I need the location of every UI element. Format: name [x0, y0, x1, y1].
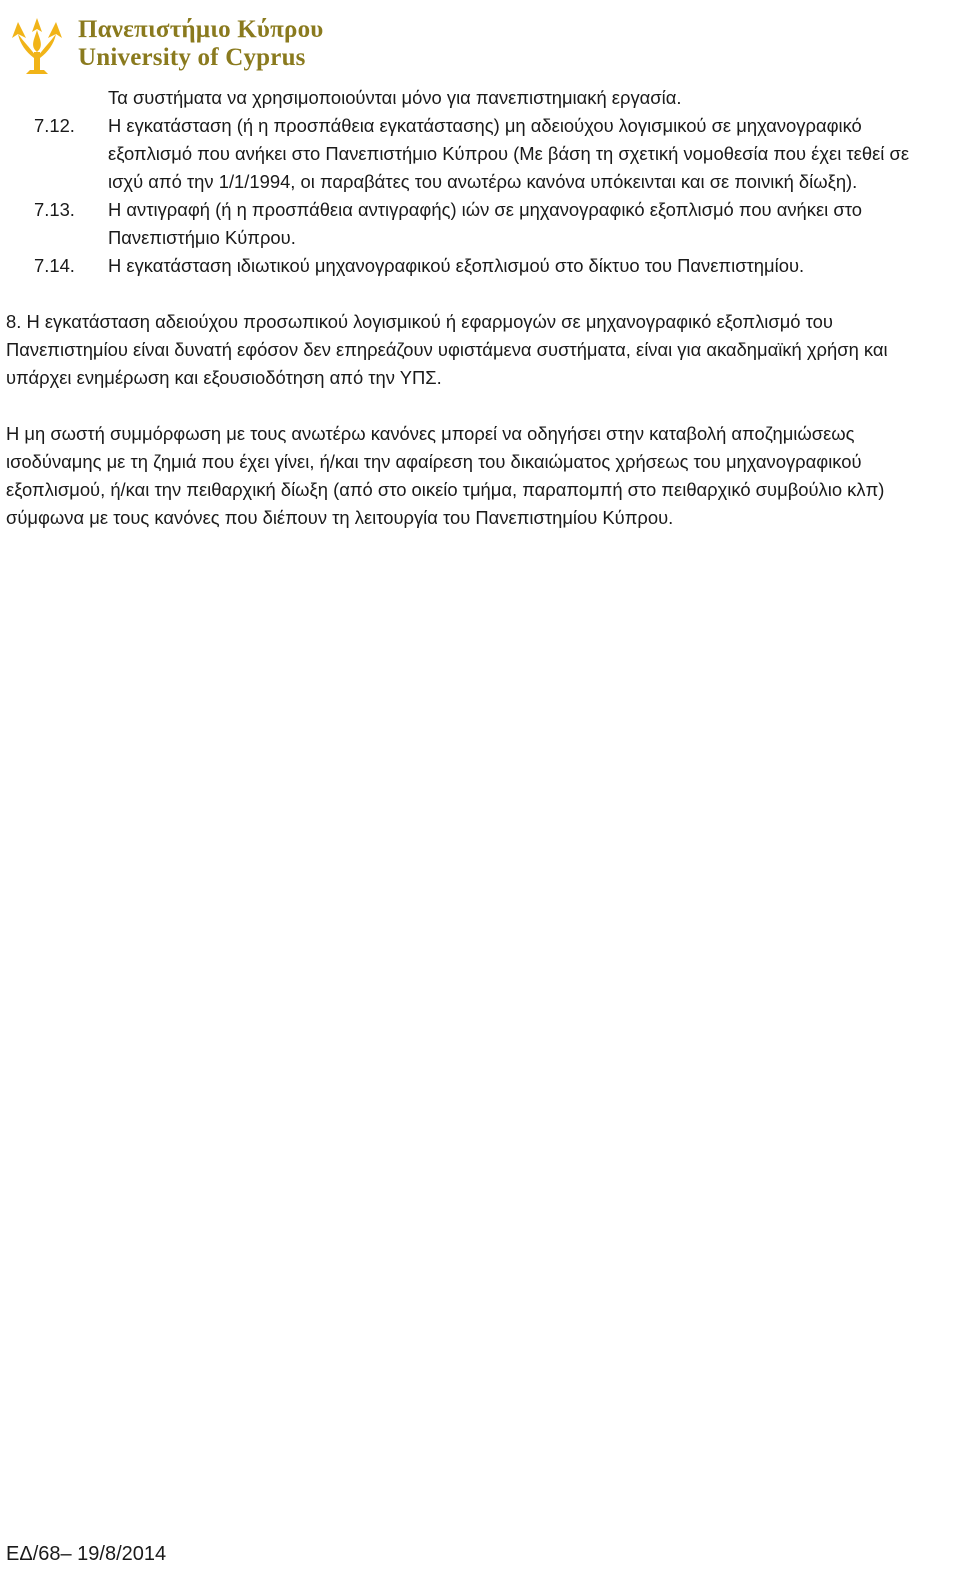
university-logo [6, 6, 332, 82]
document-body [0, 84, 960, 532]
item-number: 7.12. [34, 115, 75, 136]
cypress-tree-logo-icon [6, 12, 68, 76]
item-text: Η εγκατάσταση (ή η προσπάθεια εγκατάστασης) μη αδειούχου λογισμικού σε μηχανογραφικό εξοπλισμό που ανήκει στο Πανεπιστήμιο Κύπρου (Με βάση τη σχετική νομοθεσία που έχει τεθεί σε ισχύ από την 1/1/1994, οι παραβάτες του ανωτέρω κανόνα υπόκεινται και σε ποινική δίωξη). [108, 115, 910, 192]
list-item [0, 252, 960, 280]
logo-greek-name: Πανεπιστήμιο Κύπρου [78, 16, 324, 43]
logo-wordmark [78, 16, 323, 72]
list-item [0, 196, 960, 252]
item-number: 7.13. [34, 199, 75, 220]
item-text: Η αντιγραφή (ή η προσπάθεια αντιγραφής) ιών σε μηχανογραφικό εξοπλισμό που ανήκει στο Πανεπιστήμιο Κύπρου. [108, 199, 862, 248]
closing-paragraph: Η μη σωστή συμμόρφωση με τους ανωτέρω κανόνες μπορεί να οδηγήσει στην καταβολή αποζημιώσεως ισοδύναμης με τη ζημιά που έχει γίνει, ή/και την αφαίρεση του δικαιώματος χρήσεως του μηχανογραφικού εξοπλισμού, ή/και την πειθαρχική δίωξη (από στο οικείο τμήμα, παραπομπή στο πειθαρχικό συμβούλιο κλπ) σύμφωνα με τους κανόνες που διέπουν τη λειτουργία του Πανεπιστημίου Κύπρου. [6, 423, 885, 528]
logo-english-name: University of Cyprus [78, 44, 306, 71]
item-number: 7.14. [34, 255, 75, 276]
continuation-line: Τα συστήματα να χρησιμοποιούνται μόνο για πανεπιστημιακή εργασία. [108, 87, 682, 108]
list-item [0, 112, 960, 196]
item-text: Η εγκατάσταση ιδιωτικού μηχανογραφικού εξοπλισμού στο δίκτυο του Πανεπιστημίου. [108, 255, 805, 276]
paragraph-8: 8. Η εγκατάσταση αδειούχου προσωπικού λογισμικού ή εφαρμογών σε μηχανογραφικό εξοπλισμό του Πανεπιστημίου είναι δυνατή εφόσον δεν επηρεάζουν υφιστάμενα συστήματα, είναι για ακαδημαϊκή χρήση και υπάρχει ενημέρωση και εξουσιοδότηση από την ΥΠΣ. [6, 311, 888, 388]
document-reference: ΕΔ/68– 19/8/2014 [6, 1543, 167, 1565]
